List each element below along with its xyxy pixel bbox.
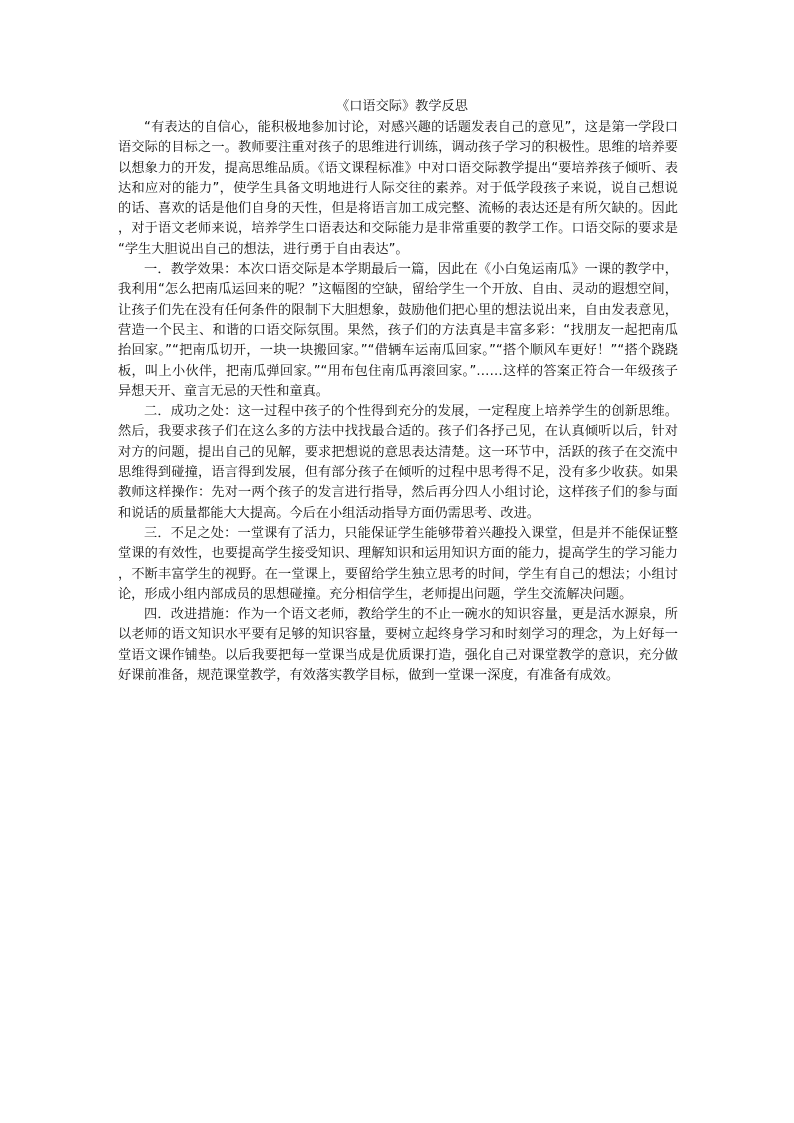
document-page — [118, 98, 678, 686]
paragraph-intro: “有表达的自信心，能积极地参加讨论，对感兴趣的话题发表自己的意见”，这是第一学段口语交际的目标之一。教师要注重对孩子的思维进行训练，调动孩子学习的积极性。思维的培养要以想象力的开发，提高思维品质。《语文课程标准》中对口语交际教学提出“要培养孩子倾听、表达和应对的能力”，使学生具备文明地进行人际交往的素养。对于低学段孩子来说，说自己想说的话、喜欢的话是他们自身的天性，但是将语言加工成完整、流畅的表达还是有所欠缺的。因此，对于语文老师来说，培养学生口语表达和交际能力是非常重要的教学工作。口语交际的要求是“学生大胆说出自己的想法，进行勇于自由表达”。 — [118, 120, 678, 257]
paragraph-improvements: 四．改进措施：作为一个语文老师，教给学生的不止一碗水的知识容量，更是活水源泉，所以老师的语文知识水平要有足够的知识容量，要树立起终身学习和时刻学习的理念，为上好每一堂语文课作铺垫。以后我要把每一堂课当成是优质课打造，强化自己对课堂教学的意识，充分做好课前准备，规范课堂教学，有效落实教学目标，做到一堂课一深度，有准备有成效。 — [118, 607, 678, 684]
document-title: 《口语交际》教学反思 — [336, 99, 468, 114]
paragraph-teaching-effect: 一．教学效果：本次口语交际是本学期最后一篇，因此在《小白兔运南瓜》一课的教学中，我利用“怎么把南瓜运回来的呢？”这幅图的空缺，留给学生一个开放、自由、灵动的遐想空间，让孩子们先在没有任何条件的限制下大胆想象，鼓励他们把心里的想法说出来，自由发表意见，营造一个民主、和谐的口语交际氛围。果然，孩子们的方法真是丰富多彩：“找朋友一起把南瓜抬回家。”“把南瓜切开，一块一块搬回家。”“借辆车运南瓜回家。”“搭个顺风车更好！”“搭个跷跷板，叫上小伙伴，把南瓜弹回家。”“用布包住南瓜再滚回家。”……这样的答案正符合一年级孩子异想天开、童言无忌的天性和童真。 — [118, 262, 678, 399]
paragraph-successes: 二．成功之处：这一过程中孩子的个性得到充分的发展，一定程度上培养学生的创新思维。然后，我要求孩子们在这么多的方法中找找最合适的。孩子们各抒己见，在认真倾听以后，针对对方的问题，提出自己的见解，要求把想说的意思表达清楚。这一环节中，活跃的孩子在交流中思维得到碰撞，语言得到发展，但有部分孩子在倾听的过程中思考得不足，没有多少收获。如果教师这样操作：先对一两个孩子的发言进行指导，然后再分四人小组讨论，这样孩子们的参与面和说话的质量都能大大提高。今后在小组活动指导方面仍需思考、改进。 — [118, 404, 678, 521]
paragraph-shortcomings: 三．不足之处：一堂课有了活力，只能保证学生能够带着兴趣投入课堂，但是并不能保证整堂课的有效性，也要提高学生接受知识、理解知识和运用知识方面的能力，提高学生的学习能力，不断丰富学生的视野。在一堂课上，要留给学生独立思考的时间，学生有自己的想法；小组讨论，形成小组内部成员的思想碰撞。充分相信学生，老师提出问题，学生交流解决问题。 — [118, 525, 678, 602]
